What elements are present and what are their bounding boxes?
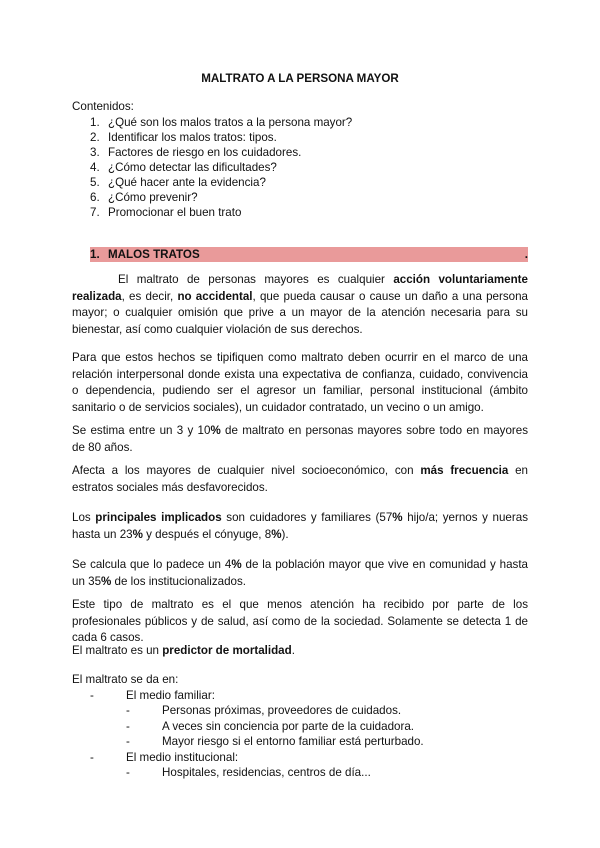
setting-subitem: - Mayor riesgo si el entorno familiar está perturbado. — [126, 735, 424, 748]
item-text: Identificar los malos tratos: tipos. — [108, 131, 277, 144]
paragraph-socioeconomic: Afecta a los mayores de cualquier nivel socioeconómico, con más frecuencia en estratos sociales más desfavorecidos. — [72, 464, 528, 494]
contents-label: Contenidos: — [72, 100, 134, 113]
item-number: 2. — [90, 131, 100, 144]
item-number: 7. — [90, 206, 100, 219]
setting-subitem: - A veces sin conciencia por parte de la cuidadora. — [126, 719, 414, 733]
paragraph-context: Para que estos hechos se tipifiquen como maltrato deben ocurrir en el marco de una relación interpersonal donde exista una expectativa de confianza, cuidado, convivencia o dependencia, pudiendo ser el agresor un familiar, personal institucional (ámbito sanitario o de servicios sociales), un cuidador contratado, un vecino o un amigo. — [72, 351, 528, 414]
paragraph-community: Se calcula que lo padece un 4% de la población mayor que vive en comunidad y hasta un 35% de los institucionalizados. — [72, 558, 528, 588]
item-text: ¿Qué son los malos tratos a la persona mayor? — [108, 116, 353, 129]
item-text: Promocionar el buen trato — [108, 206, 242, 219]
setting-subitem: - Personas próximas, proveedores de cuidados. — [126, 704, 402, 717]
setting-item: - El medio familiar: — [90, 688, 215, 702]
contents-item — [90, 175, 510, 190]
paragraph-definition: El maltrato de personas mayores es cualquier acción voluntariamente realizada, es decir, no accidental, que pueda causar o cause un daño a una persona mayor; o cualquier omisión que prive a un mayor de la atención necesaria para su bienestar, así como cualquier violación de sus derechos. — [72, 273, 529, 336]
section-trail: . — [524, 248, 528, 261]
document-title: MALTRATO A LA PERSONA MAYOR — [201, 72, 399, 85]
item-number: 1. — [90, 116, 100, 129]
item-text: ¿Qué hacer ante la evidencia? — [108, 176, 266, 189]
contents-item — [90, 190, 510, 205]
settings-list — [72, 672, 528, 781]
contents-item — [90, 145, 510, 160]
setting-subitem: - Hospitales, residencias, centros de día... — [126, 766, 371, 779]
contents-item — [90, 115, 510, 130]
paragraph-mortality: El maltrato es un predictor de mortalidad. — [72, 644, 295, 657]
item-text: Factores de riesgo en los cuidadores. — [108, 146, 302, 159]
contents-item — [90, 130, 510, 145]
item-number: 5. — [90, 176, 100, 189]
section-title: MALOS TRATOS — [108, 248, 200, 261]
item-number: 4. — [90, 161, 100, 174]
paragraph-prevalence: Se estima entre un 3 y 10% de maltrato en personas mayores sobre todo en mayores de 80 años. — [72, 424, 528, 454]
section-heading — [90, 247, 528, 262]
paragraph-implicated: Los principales implicados son cuidadores y familiares (57% hijo/a; yernos y nueras hasta un 23% y después el cónyuge, 8%). — [72, 511, 528, 541]
contents-item — [90, 160, 510, 175]
contents-list — [90, 115, 510, 220]
section-number: 1. — [90, 248, 100, 261]
paragraph-attention: Este tipo de maltrato es el que menos atención ha recibido por parte de los profesionales públicos y de salud, así como de la sociedad. Solamente se detecta 1 de cada 6 casos. — [72, 598, 528, 645]
item-text: ¿Cómo prevenir? — [108, 191, 198, 204]
settings-intro: El maltrato se da en: — [72, 673, 179, 686]
setting-item: - El medio institucional: — [90, 750, 239, 764]
item-text: ¿Cómo detectar las dificultades? — [108, 161, 277, 174]
item-number: 6. — [90, 191, 100, 204]
item-number: 3. — [90, 146, 100, 159]
contents-item — [90, 205, 510, 220]
